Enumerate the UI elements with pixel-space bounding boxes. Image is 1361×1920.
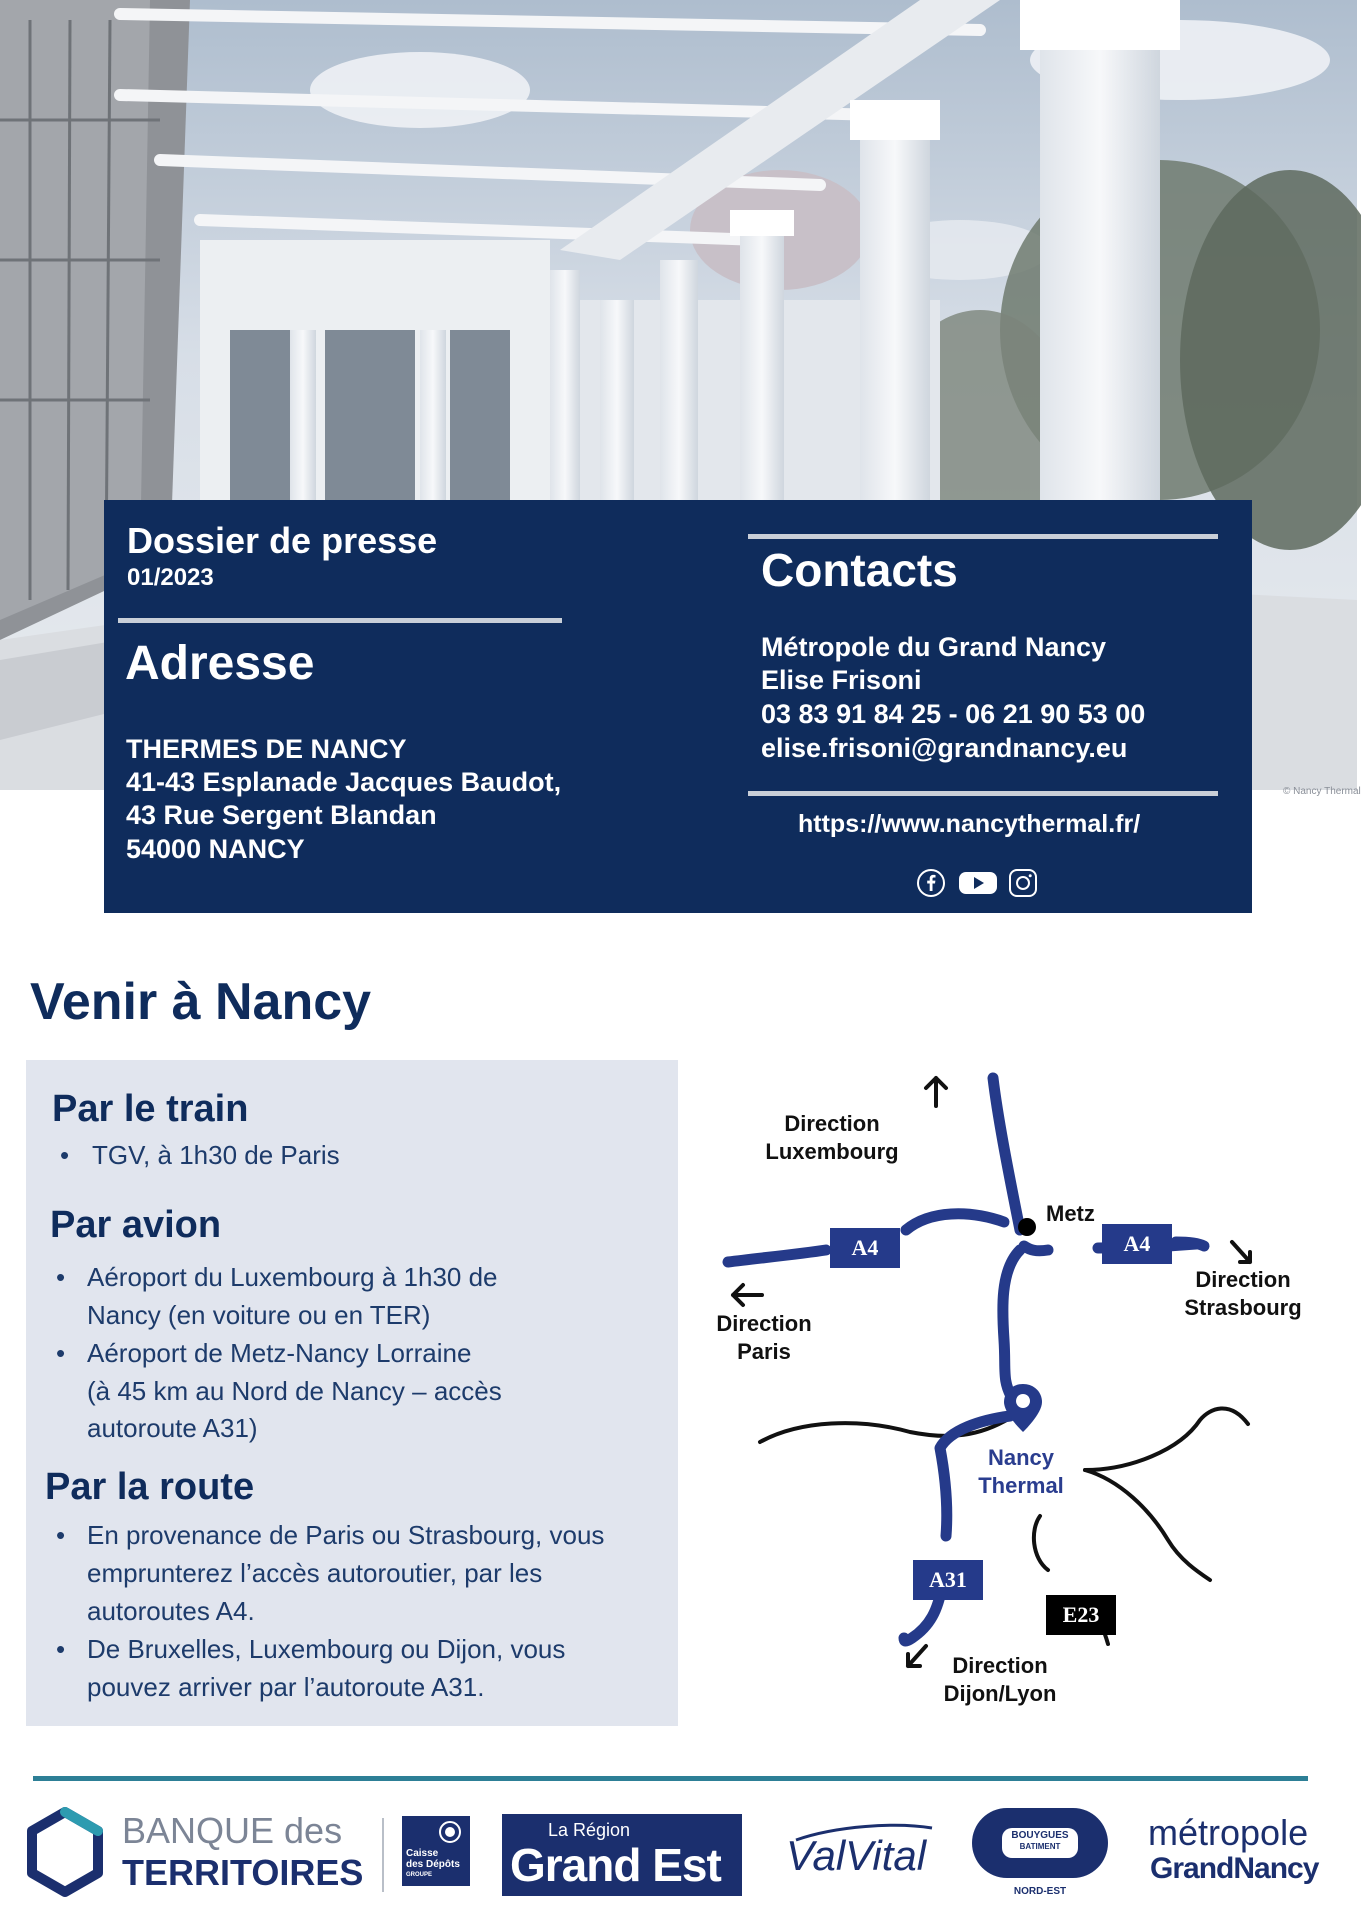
river-line — [1034, 1516, 1048, 1570]
direction-paris-label — [700, 1310, 828, 1366]
section-title: Venir à Nancy — [30, 973, 372, 1031]
avion-line: Aéroport du Luxembourg à 1h30 de — [87, 1262, 498, 1292]
contact-email[interactable]: elise.frisoni@grandnancy.eu — [761, 733, 1128, 763]
valvital-logo — [786, 1822, 936, 1882]
avion-line: (à 45 km au Nord de Nancy – accès — [87, 1376, 502, 1406]
address-line: 43 Rue Sergent Blandan — [126, 800, 437, 830]
caisse-line: GROUPE — [406, 1872, 433, 1878]
bouygues-line1: BOUYGUES — [1011, 1830, 1069, 1841]
region-grand-est-logo — [502, 1814, 742, 1896]
label-line: Direction — [784, 1111, 880, 1136]
contact-name: Elise Frisoni — [761, 665, 922, 695]
dossier-date: 01/2023 — [127, 564, 214, 591]
metropole-line2: GrandNancy — [1150, 1852, 1319, 1885]
bullet: • — [56, 1262, 66, 1292]
contacts-title: Contacts — [761, 544, 958, 596]
info-panel — [104, 500, 1252, 913]
address-line: THERMES DE NANCY — [126, 734, 407, 764]
train-heading: Par le train — [52, 1088, 249, 1130]
bullet: • — [56, 1338, 66, 1368]
a4-shield-east: A4 — [1102, 1224, 1172, 1264]
road-a31-north — [993, 1078, 1020, 1230]
banque-line1: BANQUE des — [122, 1810, 343, 1851]
label-line: Nancy — [987, 1445, 1055, 1470]
route-line: De Bruxelles, Luxembourg ou Dijon, vous — [87, 1634, 566, 1664]
avion-line: Aéroport de Metz-Nancy Lorraine — [87, 1338, 472, 1368]
metropole-grand-nancy-logo — [1148, 1812, 1338, 1894]
label-line: Direction — [952, 1653, 1048, 1678]
access-map — [700, 1060, 1340, 1720]
river-line — [1085, 1470, 1210, 1580]
road-a4-west — [906, 1214, 1004, 1230]
divider — [748, 791, 1218, 796]
bullet: • — [60, 1140, 70, 1170]
avion-line: Nancy (en voiture ou en TER) — [87, 1300, 431, 1330]
label-line: Dijon/Lyon — [943, 1681, 1057, 1706]
contact-organisation: Métropole du Grand Nancy — [761, 632, 1107, 662]
metropole-line1: métropole — [1148, 1812, 1309, 1853]
region-line2: Grand Est — [510, 1839, 721, 1891]
hexagon-logo-icon — [26, 1806, 104, 1898]
route-line: emprunterez l’accès autoroutier, par les — [87, 1558, 543, 1588]
arrow-down-left-icon — [908, 1646, 926, 1666]
arrow-left-icon — [733, 1285, 762, 1305]
avion-line: autoroute A31) — [87, 1413, 258, 1443]
divider — [118, 618, 562, 623]
photo-credit: © Nancy Thermal — [1283, 786, 1361, 797]
instagram-icon[interactable] — [1008, 868, 1038, 898]
label-line: Direction — [1195, 1267, 1291, 1292]
adresse-title: Adresse — [125, 637, 315, 690]
label-line: Strasbourg — [1184, 1295, 1302, 1320]
bouygues-logo — [972, 1808, 1108, 1900]
bouygues-sub: NORD-EST — [1013, 1886, 1067, 1897]
route-heading: Par la route — [45, 1466, 255, 1508]
label-line: Thermal — [978, 1473, 1064, 1498]
caisse-line: des Dépôts — [406, 1859, 460, 1870]
banque-des-territoires-logo — [26, 1806, 366, 1898]
region-line1: La Région — [548, 1820, 631, 1840]
train-line: TGV, à 1h30 de Paris — [92, 1140, 340, 1170]
caisse-des-depots-logo — [402, 1816, 470, 1886]
road-a4-west — [728, 1250, 826, 1262]
a31-shield: A31 — [913, 1560, 983, 1600]
seal-icon — [438, 1820, 462, 1844]
facebook-icon[interactable] — [916, 868, 946, 898]
caisse-text — [406, 1848, 460, 1881]
footer-rule — [33, 1776, 1308, 1781]
label-line: Luxembourg — [765, 1139, 899, 1164]
label-line: Paris — [737, 1339, 791, 1364]
route-line: pouvez arriver par l’autoroute A31. — [87, 1672, 485, 1702]
metz-dot — [1018, 1218, 1036, 1236]
e23-shield: E23 — [1046, 1595, 1116, 1635]
bullet: • — [56, 1634, 66, 1664]
website-link[interactable]: https://www.nancythermal.fr/ — [798, 810, 1141, 838]
divider — [748, 534, 1218, 539]
logo-divider — [382, 1818, 384, 1892]
caisse-line: Caisse — [406, 1848, 439, 1859]
metz-label: Metz — [1046, 1201, 1095, 1226]
bouygues-line2: BATIMENT — [1019, 1842, 1061, 1851]
address-line: 41-43 Esplanade Jacques Baudot, — [126, 767, 562, 797]
direction-strasbourg-label — [1178, 1266, 1308, 1322]
road-a4-east — [1176, 1242, 1204, 1246]
contact-phone[interactable]: 03 83 91 84 25 - 06 21 90 53 00 — [761, 699, 1146, 729]
nancy-thermal-label — [966, 1444, 1076, 1500]
direction-dijon-lyon-label — [936, 1652, 1064, 1708]
avion-heading: Par avion — [50, 1204, 222, 1246]
transport-box — [26, 1060, 678, 1726]
valvital-text: ValVital — [786, 1832, 927, 1879]
direction-luxembourg-label — [762, 1110, 902, 1166]
road-a4-east — [1024, 1246, 1048, 1251]
route-line: autoroutes A4. — [87, 1596, 255, 1626]
river-line — [1085, 1408, 1248, 1470]
address-line: 54000 NANCY — [126, 834, 305, 864]
route-line: En provenance de Paris ou Strasbourg, vous — [87, 1520, 605, 1550]
youtube-icon[interactable] — [958, 868, 998, 898]
banque-line2: TERRITOIRES — [122, 1852, 364, 1893]
a4-shield-west: A4 — [830, 1228, 900, 1268]
arrow-down-right-icon — [1232, 1242, 1250, 1262]
road-a31-south — [1003, 1250, 1020, 1398]
dossier-title: Dossier de presse — [127, 520, 438, 561]
arrow-up-icon — [926, 1078, 946, 1106]
label-line: Direction — [716, 1311, 812, 1336]
bullet: • — [56, 1520, 66, 1550]
